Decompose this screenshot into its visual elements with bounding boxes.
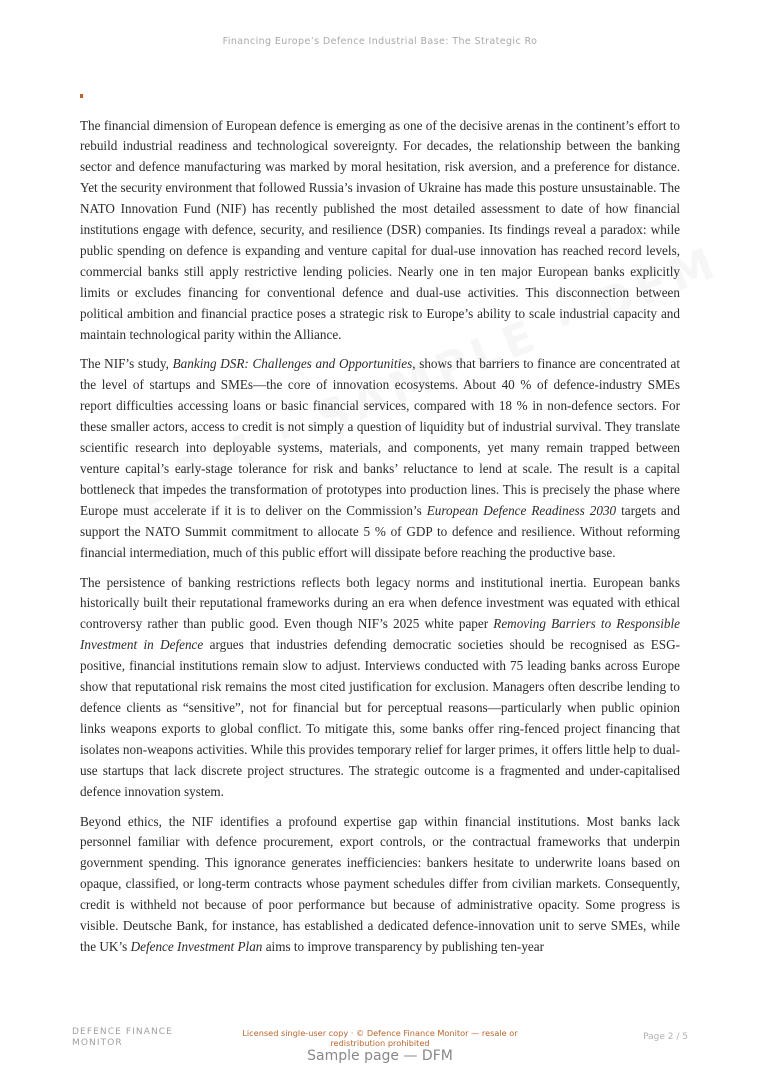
paragraph-1: The financial dimension of European defence is emerging as one of the decisive arenas in the continent’s effort to rebuild industrial readiness and technological sovereignty. For decades, the relationship between the banking sector and defence manufacturing was marked by moral hesitation, risk aversion, and a preference for distance. Yet the security environment that followed Russia’s invasion of Ukraine has made this posture unsustainable. The NATO Innovation Fund (NIF) has recently published the most detailed assessment to date of how financial institutions engage with defence, security, and resilience (DSR) companies. Its findings reveal a paradox: while public spending on defence is expanding and venture capital for dual-use innovation has reached record levels, commercial banks still apply restrictive lending policies. Nearly one in ten major European banks explicitly limits or excludes financing for conventional defence and dual-use activities. This disconnection between political ambition and financial practice poses a strategic risk to Europe’s ability to scale industrial capacity and maintain technological parity within the Alliance. [80, 117, 680, 342]
paragraph-2-text-a: The NIF’s study, [80, 356, 173, 372]
paragraph-4 [80, 812, 680, 958]
paragraph-3 [80, 573, 680, 803]
paragraph-2-text-e: targets and support the NATO Summit commitment to allocate 5 % of GDP to defence and resilience. Without reforming financial intermediation, much of this public effort will dissipate before reaching the productive base. [80, 502, 680, 560]
footer-brand-line-1: DEFENCE FINANCE [72, 1027, 173, 1037]
sample-page-label: Sample page — DFM [307, 1048, 453, 1064]
footer-license-notice: Licensed single-user copy · © Defence Finance Monitor — resale or redistribution prohibited [242, 1028, 518, 1048]
footer-brand [72, 1027, 173, 1048]
paragraph-2-study-title: Banking DSR: Challenges and Opportunities [172, 356, 413, 372]
paragraph-2-readiness-title: European Defence Readiness 2030 [426, 502, 617, 518]
paragraph-2 [80, 354, 680, 563]
paragraph-4-text-a: Beyond ethics, the NIF identifies a profound expertise gap within financial institutions. Most banks lack personnel familiar with defence procurement, export controls, or the contractual frameworks that underpin government spending. This ignorance generates inefficiencies: bankers hesitate to underwrite loans based on opaque, classified, or long-term contracts whose payment schedules differ from civilian markets. Consequently, credit is withheld not because of poor performance but because of administrative opacity. Some progress is visible. Deutsche Bank, for instance, has established a dedicated defence-innovation unit to serve SMEs, while the UK’s [80, 813, 680, 954]
page-number: Page 2 / 5 [643, 1032, 688, 1042]
paragraph-2-text-c: , shows that barriers to finance are concentrated at the level of startups and SMEs—the core of innovation ecosystems. About 40 % of defence-industry SMEs report difficulties accessing loans or basic financial services, compared with 18 % in non-defence sectors. For these smaller actors, access to credit is not simply a question of liquidity but of industrial survival. They translate scientific research into deployable systems, materials, and components, yet many remain trapped between venture capital’s early-stage tolerance for risk and banks’ reluctance to lend at scale. The result is a capital bottleneck that impedes the transformation of prototypes into production lines. This is precisely the phase where Europe must accelerate if it is to deliver on the Commission’s [80, 356, 680, 518]
paragraph-3-text-c: argues that industries defending democratic societies should be recognised as ESG-positive, financial institutions remain slow to adjust. Interviews conducted with 75 leading banks across Europe show that reputational risk remains the most cited justification for exclusion. Managers often describe lending to defence clients as “sensitive”, not for financial but for perceptual reasons—particularly when public opinion links weapons exports to global conflict. To mitigate this, some banks offer ring-fenced project financing that isolates non-weapons activities. While this provides temporary relief for larger primes, it offers little help to dual-use startups that lack discrete project structures. The strategic outcome is a fragmented and under-capitalised defence innovation system. [80, 637, 681, 799]
footer-brand-line-2: MONITOR [72, 1037, 123, 1048]
running-header: Financing Europe’s Defence Industrial Base: The Strategic Ro [222, 36, 538, 47]
paragraph-3-text-a: The persistence of banking restrictions reflects both legacy norms and institutional inertia. European banks historically built their reputational frameworks during an era when defence investment was equated with ethical controversy rather than public good. Even though NIF’s 2025 white paper [80, 574, 680, 632]
paragraph-4-plan-title: Defence Investment Plan [130, 938, 263, 954]
section-marker [80, 94, 83, 98]
paragraph-3-white-paper-title: Removing Barriers to Responsible Investment in Defence [80, 616, 680, 653]
article-body [80, 116, 680, 967]
paragraph-4-text-c: aims to improve transparency by publishing ten-year [262, 938, 545, 954]
